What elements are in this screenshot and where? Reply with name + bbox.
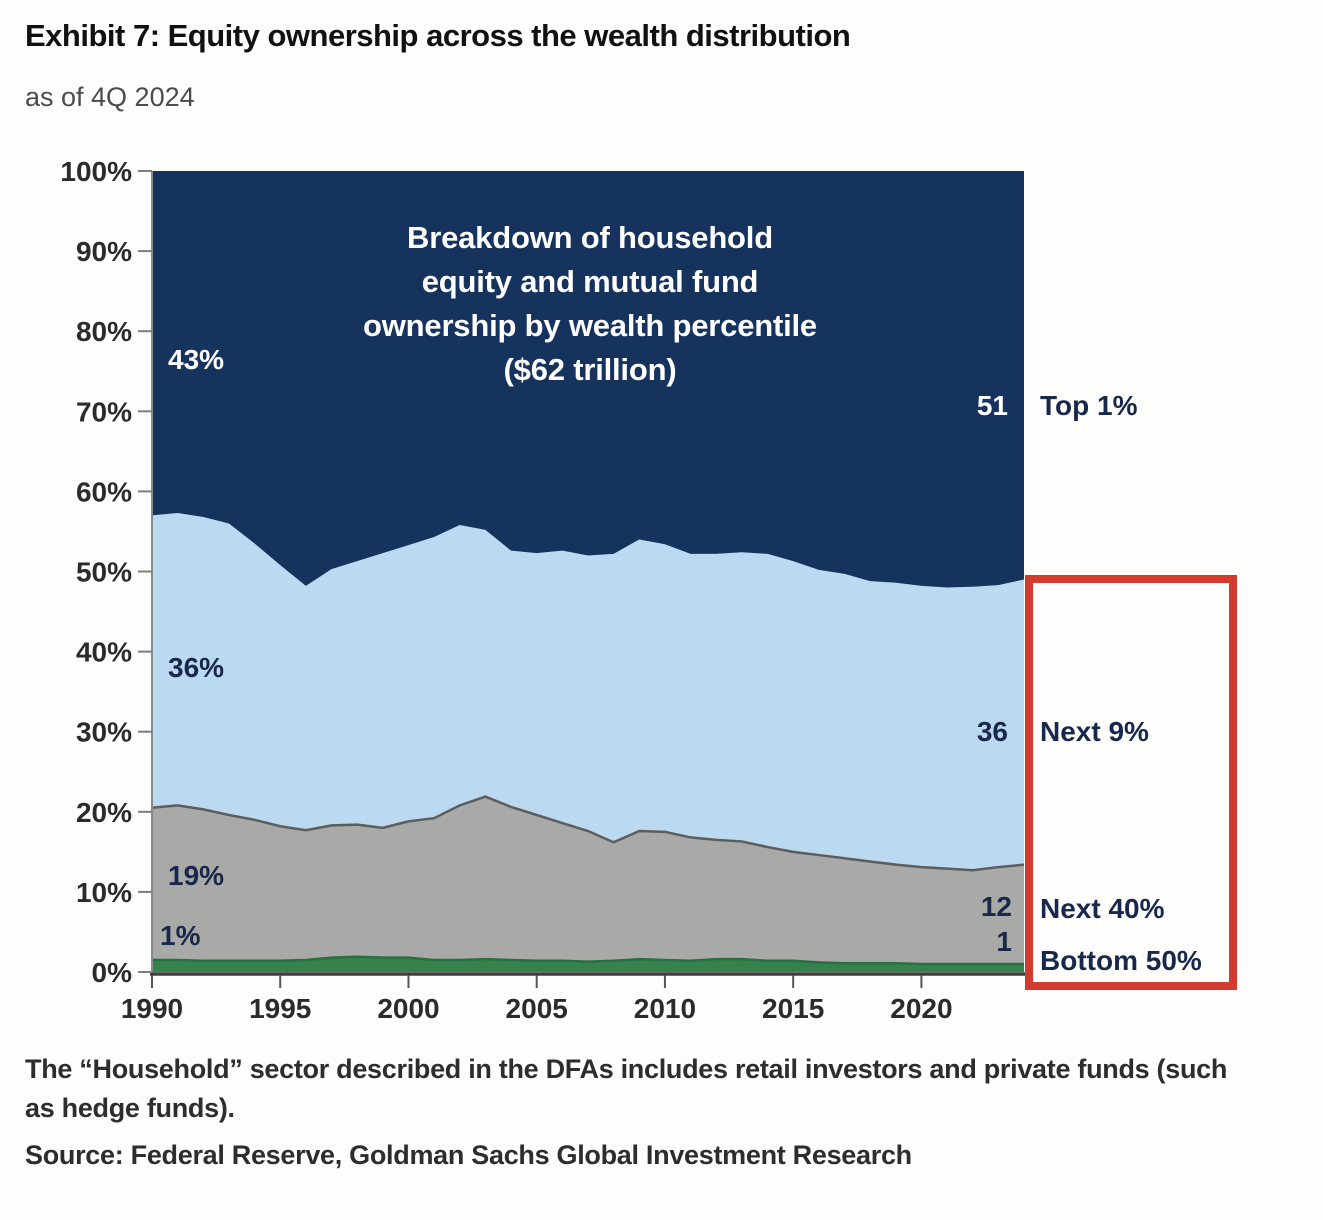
as-of-date: as of 4Q 2024	[25, 82, 195, 112]
end-value-bottom-50: 1	[996, 926, 1012, 957]
x-tick-label: 1990	[120, 993, 184, 1024]
y-tick-label: 100%	[60, 156, 132, 187]
page-title: Exhibit 7: Equity ownership across the wealth distribution	[25, 18, 851, 53]
legend-next-40: Next 40%	[1040, 893, 1165, 924]
footnote	[25, 1050, 1323, 1128]
legend-next-9: Next 9%	[1040, 716, 1149, 747]
y-tick-label: 10%	[75, 876, 132, 908]
chart-inner-title	[290, 216, 890, 392]
source-line: Source: Federal Reserve, Goldman Sachs Global Investment Research	[25, 1140, 912, 1170]
start-label-top-1: 43%	[168, 344, 225, 375]
end-value-next-9: 36	[976, 716, 1008, 747]
end-value-top-1: 51	[976, 390, 1008, 421]
x-tick-label: 2000	[377, 993, 440, 1024]
y-tick-label: 70%	[75, 396, 132, 428]
y-tick-label: 20%	[75, 796, 132, 828]
legend-top-1: Top 1%	[1040, 390, 1138, 421]
y-tick-label: 60%	[75, 476, 132, 508]
footnote-line-2: as hedge funds).	[25, 1093, 235, 1123]
inner-title-line-1: Breakdown of household	[407, 220, 773, 255]
legend-bottom-50: Bottom 50%	[1040, 945, 1202, 976]
y-tick-label: 90%	[75, 236, 132, 268]
inner-title-line-4: ($62 trillion)	[503, 352, 677, 387]
x-tick-label: 2010	[633, 993, 697, 1024]
inner-title-line-2: equity and mutual fund	[421, 264, 759, 299]
x-tick-label: 2015	[762, 993, 825, 1024]
x-tick-label: 2020	[890, 993, 953, 1024]
y-tick-label: 0%	[91, 957, 132, 988]
y-tick-label: 30%	[75, 716, 132, 748]
end-value-next-40: 12	[980, 891, 1012, 922]
start-label-next-9: 36%	[168, 652, 225, 683]
start-label-bottom-50: 1%	[160, 920, 201, 951]
x-tick-label: 1995	[249, 993, 312, 1024]
footnote-line-1: The “Household” sector described in the DFAs includes retail investors and private funds (such	[25, 1054, 1228, 1084]
y-tick-label: 80%	[75, 316, 132, 348]
y-tick-label: 40%	[75, 636, 132, 668]
x-tick-label: 2005	[505, 993, 568, 1024]
y-tick-label: 50%	[75, 556, 132, 588]
start-label-next-40: 19%	[168, 860, 225, 891]
inner-title-line-3: ownership by wealth percentile	[363, 308, 817, 343]
